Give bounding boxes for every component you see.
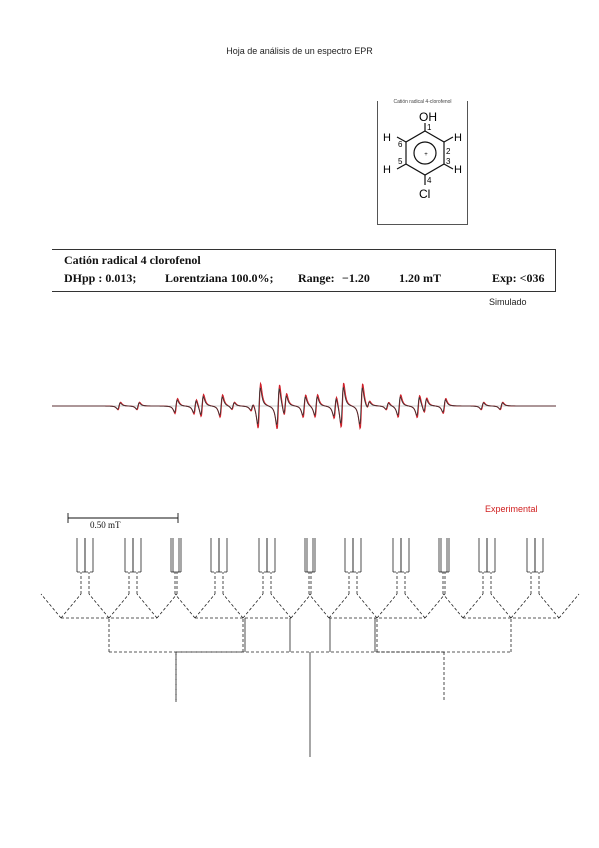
tree-level3-branch [195, 594, 215, 618]
range-min-value: −1.20 [342, 271, 370, 285]
tree-level3-branch [61, 594, 81, 618]
tree-level3-branch [109, 594, 129, 618]
scale-bar [68, 513, 178, 523]
exp-value: Exp: <036 [492, 271, 545, 285]
cl-label: Cl [419, 187, 431, 201]
tree-level3-branch [243, 594, 263, 618]
position-1-label: 1 [427, 123, 432, 132]
simulated-label: Simulado [489, 297, 527, 307]
stick-pattern [41, 538, 579, 757]
molecule-structure-panel [377, 101, 468, 225]
tree-level3-branch [491, 594, 511, 618]
tree-level3-branch [271, 594, 291, 618]
tree-level3-branch [443, 594, 463, 618]
position-5-label: 5 [398, 157, 403, 166]
lineshape-value: Lorentziana 100.0%; [165, 271, 274, 285]
epr-spectrum-plot [0, 300, 599, 515]
tree-level3-branch [89, 594, 109, 618]
tree-level3-branch [377, 594, 397, 618]
tree-level3-branch [425, 594, 445, 618]
tree-level3-branch [329, 594, 349, 618]
oh-label: OH [419, 110, 437, 124]
hyperfine-splitting-tree [0, 512, 599, 762]
range-label: Range: [298, 271, 335, 285]
bond-h2 [444, 137, 453, 142]
tree-level3-branch [511, 594, 531, 618]
experimental-label: Experimental [485, 504, 538, 514]
document-title: Hoja de análisis de un espectro EPR [226, 46, 373, 56]
h6-label: H [383, 132, 391, 144]
tree-level3-branch [175, 594, 195, 618]
tree-level3-branch [405, 594, 425, 618]
position-4-label: 4 [427, 176, 432, 185]
tree-level3-branch [291, 594, 311, 618]
h3-label: H [454, 164, 462, 176]
compound-name: Catión radical 4 clorofenol [64, 253, 201, 267]
dhpp-value: DHpp : 0.013; [64, 271, 137, 285]
chlorophenol-structure-drawing [378, 101, 467, 224]
h5-label: H [383, 164, 391, 176]
tree-level3-branch [463, 594, 483, 618]
tree-level3-branch [223, 594, 243, 618]
tree-level3-branch [309, 594, 329, 618]
radical-cation-mark: + [424, 152, 428, 158]
range-max-value: 1.20 mT [399, 271, 441, 285]
structure-caption: Catión radical 4-clorofenol [393, 99, 452, 105]
tree-level3-branch [137, 594, 157, 618]
scale-bar-label: 0.50 mT [90, 520, 121, 530]
tree-level3-branch [157, 594, 177, 618]
tree-level3-branch [41, 594, 61, 618]
position-2-label: 2 [446, 147, 451, 156]
tree-level3-branch [357, 594, 377, 618]
tree-level3-branch [559, 594, 579, 618]
position-6-label: 6 [398, 140, 403, 149]
h2-label: H [454, 132, 462, 144]
parameters-header [52, 249, 556, 292]
tree-level3-branch [539, 594, 559, 618]
position-3-label: 3 [446, 157, 451, 166]
